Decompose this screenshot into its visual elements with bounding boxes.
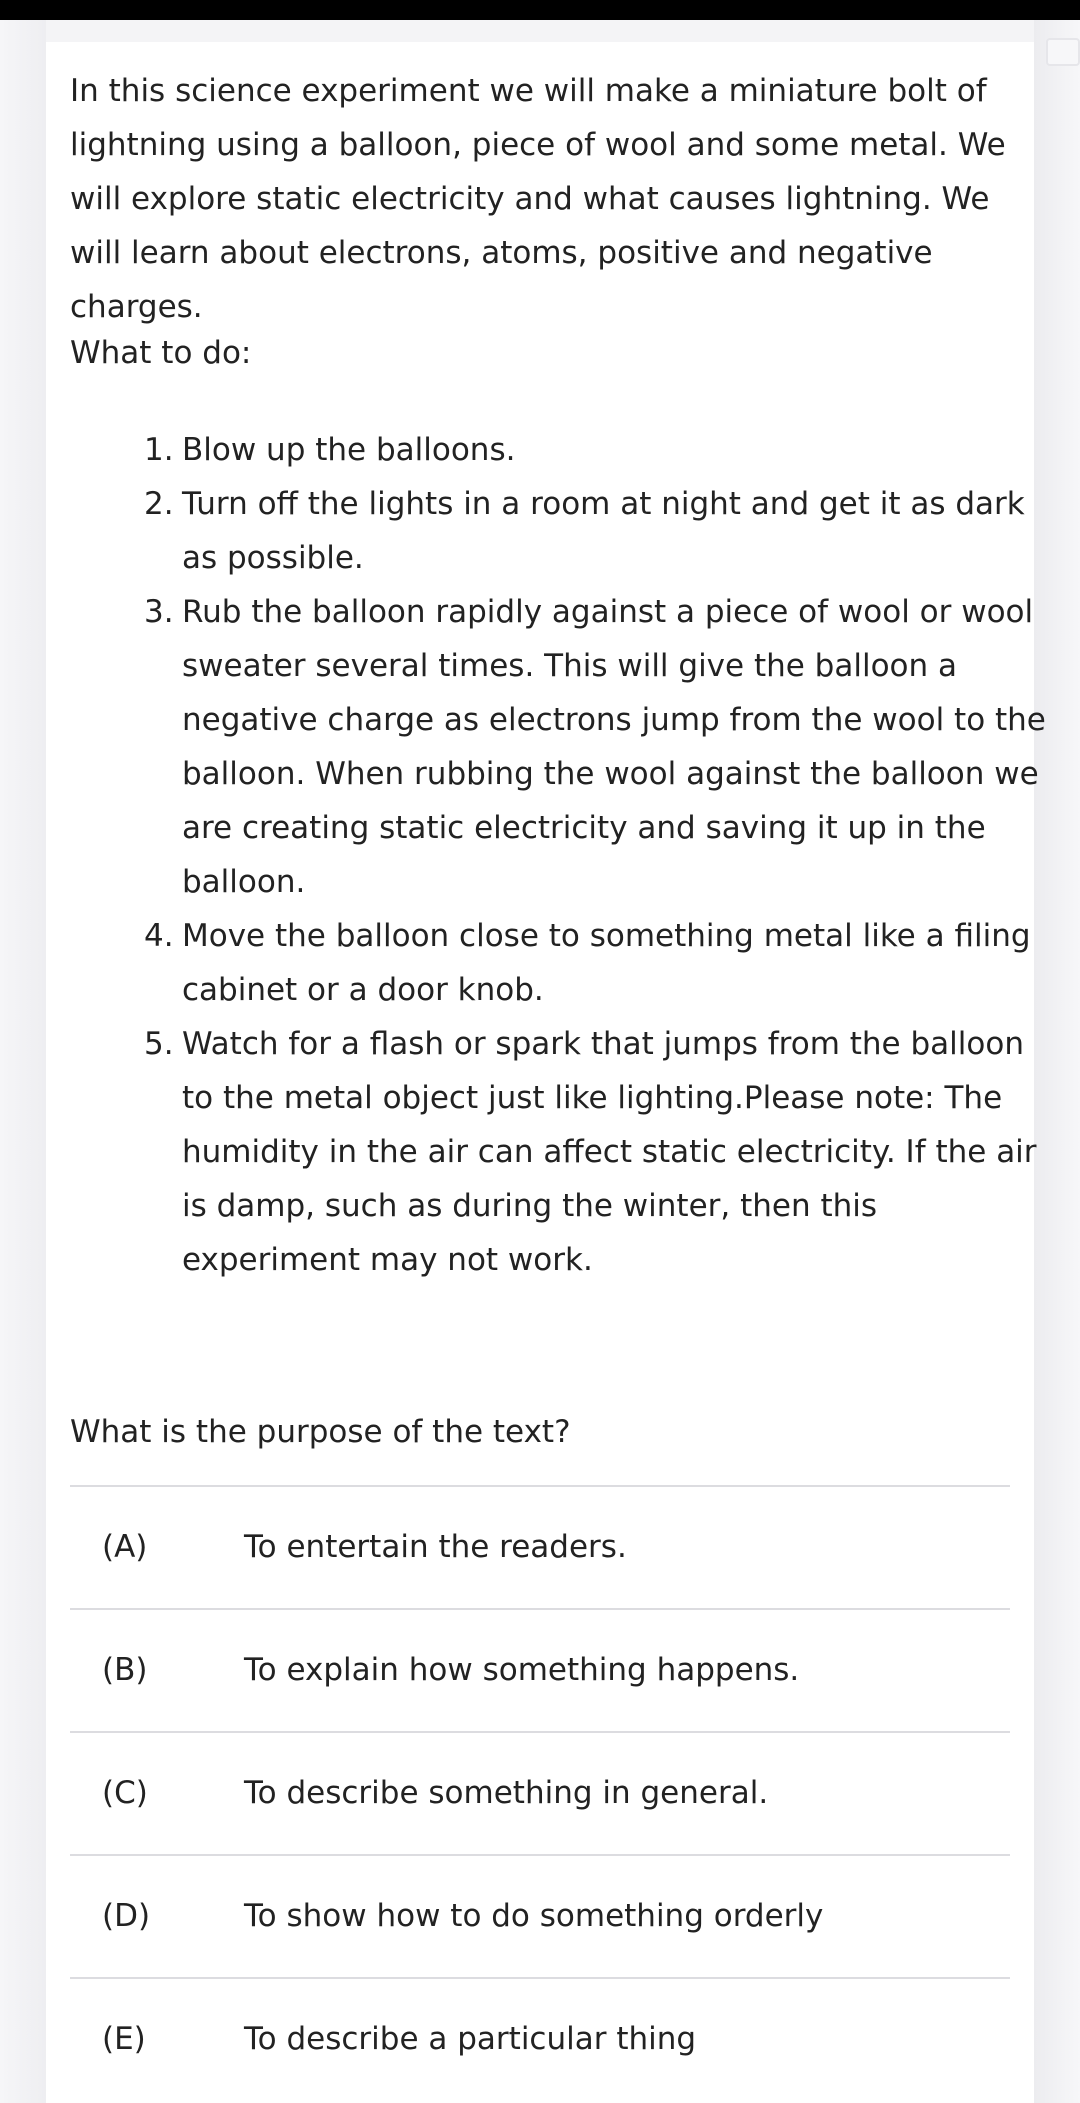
step-text: Watch for a flash or spark that jumps from the balloon to the metal object just like lighting.Please note: The humidity in the air can affect static electricity. If the air is damp, such as during the winter, then this experiment may not work. bbox=[182, 1026, 1037, 1278]
option-text: To describe a particular thing bbox=[244, 2021, 697, 2057]
step-item bbox=[144, 423, 1062, 477]
step-text: Turn off the lights in a room at night and get it as dark as possible. bbox=[182, 486, 1025, 576]
corner-box bbox=[1046, 38, 1080, 66]
status-bar bbox=[0, 0, 1080, 20]
option-letter: (B) bbox=[102, 1652, 148, 1688]
step-item bbox=[144, 585, 1062, 909]
answer-option-c[interactable] bbox=[70, 1731, 1010, 1854]
step-text: Blow up the balloons. bbox=[182, 432, 516, 468]
step-number: 4. bbox=[144, 918, 174, 954]
step-text: Rub the balloon rapidly against a piece of wool or wool sweater several times. This will give the balloon a negative charge as electrons jump from the wool to the balloon. When rubbing the wool against the balloon we are creating static electricity and saving it up in the balloon. bbox=[182, 594, 1046, 900]
answer-option-b[interactable] bbox=[70, 1608, 1010, 1731]
step-item bbox=[144, 1017, 1062, 1287]
answer-option-e[interactable] bbox=[70, 1977, 1010, 2100]
what-to-do-heading: What to do: bbox=[70, 335, 252, 371]
step-item bbox=[144, 477, 1062, 585]
option-text: To explain how something happens. bbox=[244, 1652, 800, 1688]
answer-option-d[interactable] bbox=[70, 1854, 1010, 1977]
step-number: 2. bbox=[144, 486, 174, 522]
option-letter: (E) bbox=[102, 2021, 146, 2057]
option-letter: (A) bbox=[102, 1529, 148, 1565]
option-text: To describe something in general. bbox=[244, 1775, 769, 1811]
answer-options bbox=[70, 1485, 1010, 2100]
option-text: To show how to do something orderly bbox=[244, 1898, 824, 1934]
step-number: 1. bbox=[144, 432, 174, 468]
answer-option-a[interactable] bbox=[70, 1485, 1010, 1608]
option-letter: (C) bbox=[102, 1775, 148, 1811]
step-number: 5. bbox=[144, 1026, 174, 1062]
passage-intro: In this science experiment we will make a miniature bolt of lightning using a balloon, piece of wool and some metal. We will explore static electricity and what causes lightning. We will learn about electrons, atoms, positive and negative charges. bbox=[70, 73, 1006, 325]
step-item bbox=[144, 909, 1062, 1017]
option-letter: (D) bbox=[102, 1898, 151, 1934]
steps-list bbox=[144, 423, 1062, 1287]
left-gutter bbox=[0, 20, 46, 2103]
question-card bbox=[46, 42, 1046, 2103]
option-text: To entertain the readers. bbox=[244, 1529, 627, 1565]
question-prompt: What is the purpose of the text? bbox=[70, 1414, 571, 1450]
step-text: Move the balloon close to something metal like a filing cabinet or a door knob. bbox=[182, 918, 1031, 1008]
step-number: 3. bbox=[144, 594, 174, 630]
